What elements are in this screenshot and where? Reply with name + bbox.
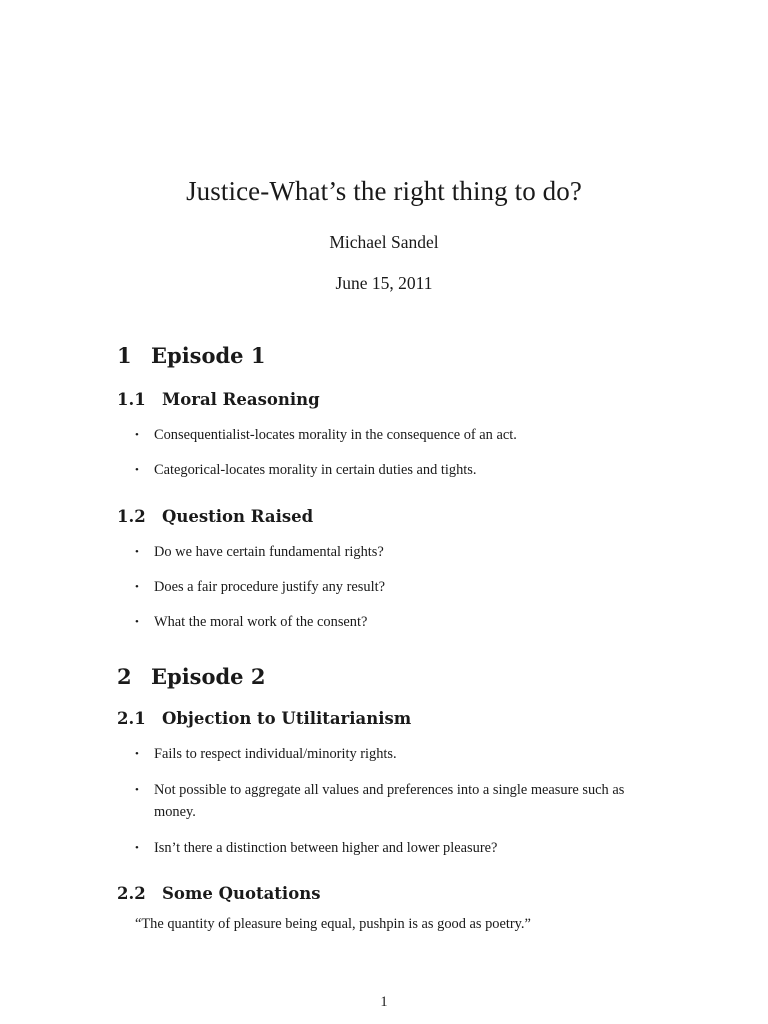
bullet-icon: • [135,546,139,558]
list-item-text: What the moral work of the consent? [154,614,368,630]
list-item-text: Does a fair procedure justify any result? [154,579,385,595]
list-item-text: Consequentialist-locates morality in the consequence of an act. [154,427,517,443]
bullet-icon: • [135,616,139,628]
document-title: Justice-What’s the right thing to do? [186,176,582,206]
subsection-title: Moral Reasoning [162,390,320,409]
list-item [135,743,665,765]
subsection-number: 1.1 [117,390,146,409]
bullet-icon: • [135,842,139,854]
list-item [135,459,665,481]
subsection-heading-1-1 [117,390,320,409]
bullet-icon: • [135,464,139,476]
quotation-text: “The quantity of pleasure being equal, pushpin is as good as poetry.” [135,916,531,932]
list-item [135,576,665,598]
list-item [135,611,665,633]
page-number: 1 [380,994,388,1010]
subsection-number: 2.1 [117,709,146,728]
subsection-heading-2-2 [117,884,321,903]
section-heading-2 [117,664,265,689]
list-item [135,779,665,823]
document-date: June 15, 2011 [335,273,433,293]
list-item-text: Not possible to aggregate all values and preferences into a single measure such as money. [154,782,625,820]
bullet-icon: • [135,784,139,796]
document-author: Michael Sandel [329,232,439,252]
subsection-number: 1.2 [117,507,146,526]
section-number: 2 [117,664,132,689]
subsection-title: Some Quotations [162,884,321,903]
subsection-title: Objection to Utilitarianism [162,709,412,728]
section-number: 1 [117,343,132,368]
subsection-heading-1-2 [117,507,313,526]
bullet-icon: • [135,429,139,441]
list-item-text: Isn’t there a distinction between higher and lower pleasure? [154,840,498,856]
list-item [135,424,665,446]
bullet-icon: • [135,581,139,593]
list-item [135,837,665,859]
subsection-title: Question Raised [162,507,314,526]
list-item-text: Do we have certain fundamental rights? [154,544,384,560]
subsection-number: 2.2 [117,884,146,903]
section-title: Episode 2 [151,664,266,689]
bullet-icon: • [135,748,139,760]
list-item-text: Fails to respect individual/minority rights. [154,746,397,762]
subsection-heading-2-1 [117,709,411,728]
section-heading-1 [117,343,265,368]
list-item [135,541,665,563]
section-title: Episode 1 [151,343,266,368]
list-item-text: Categorical-locates morality in certain duties and tights. [154,462,477,478]
